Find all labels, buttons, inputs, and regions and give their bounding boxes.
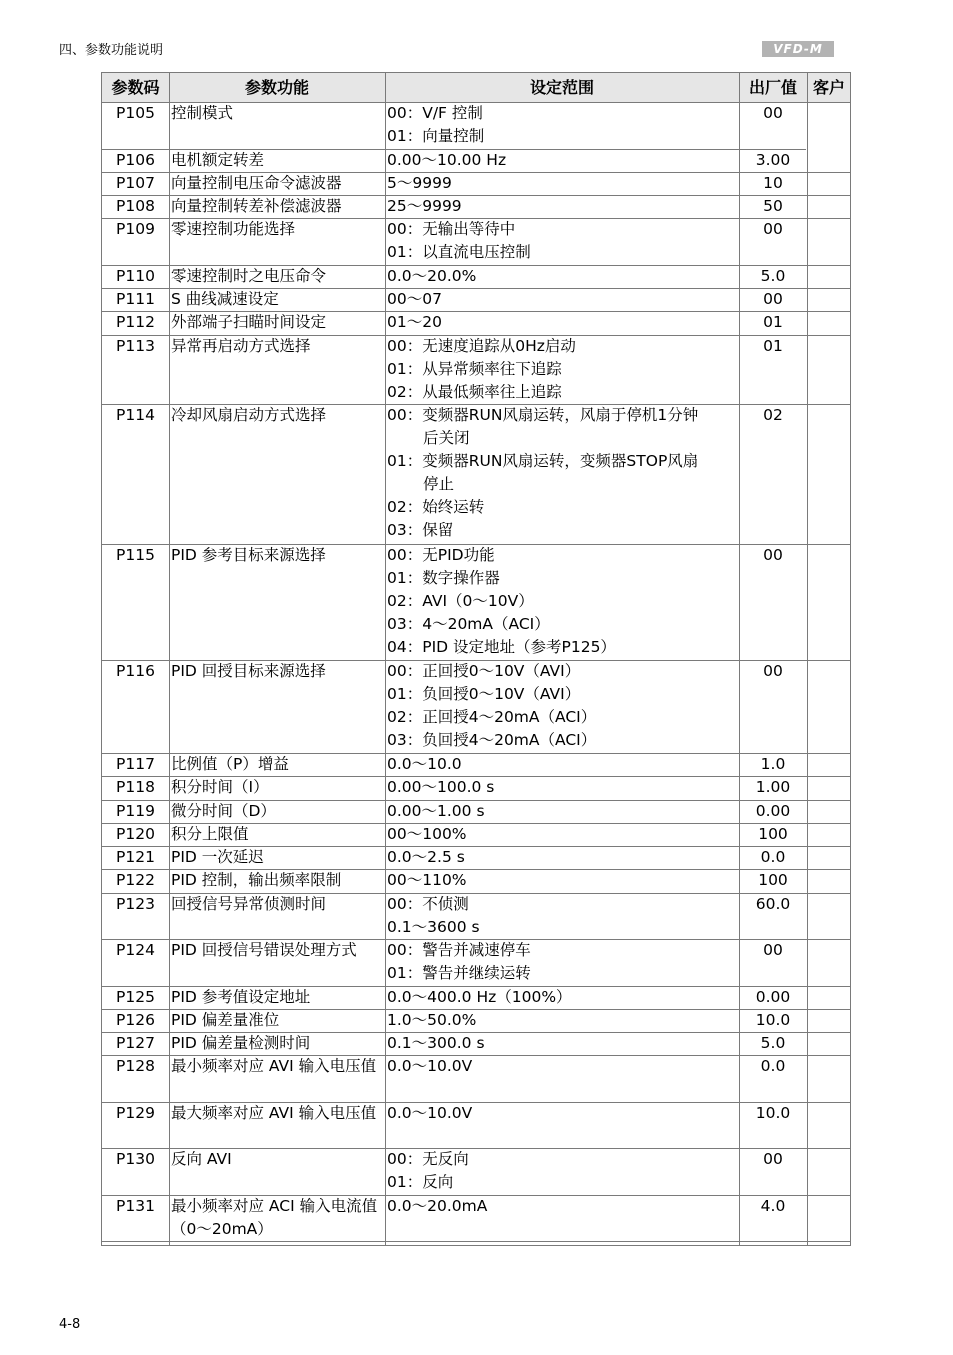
range-line: 0.0～10.0V [387,1057,473,1076]
range-line: 1.0～50.0% [387,1010,477,1029]
parameter-range [387,753,739,776]
range-line: 01：从异常频率往下追踪 [387,359,562,378]
parameter-function: 最小频率对应 ACI 输入电流值（0～20mA） [171,1196,378,1238]
parameter-range [387,335,739,404]
parameter-range [387,869,739,892]
range-line: 0.0～10.0V [387,1103,473,1122]
parameter-range [387,265,739,288]
default-value: 3.00 [755,150,791,169]
range-line: 00：V/F 控制 [387,104,483,122]
parameter-range [387,195,739,218]
range-line: 0.0～10.0 [387,755,462,773]
parameter-code: P111 [116,290,155,308]
brand-logo: VFD-M [762,41,834,57]
parameter-function: 向量控制转差补偿滤波器 [171,197,342,215]
parameter-function: 外部端子扫瞄时间设定 [171,313,327,332]
parameter-code: P121 [116,848,155,866]
parameter-range [387,1032,739,1055]
range-line: 0.0～2.5 s [387,848,465,866]
default-value: 50 [763,197,783,215]
default-value: 02 [763,406,783,425]
parameter-range [387,776,739,799]
parameter-code: P124 [116,941,155,959]
parameter-function: PID 控制，输出频率限制 [171,871,342,890]
default-value: 01 [763,313,783,332]
default-value: 0.0 [760,1057,786,1076]
range-line: 01～20 [387,313,442,332]
default-value: 4.0 [760,1196,786,1215]
parameter-range [387,800,739,823]
parameter-function: 向量控制电压命令滤波器 [171,173,342,192]
parameter-code: P119 [116,801,155,820]
parameter-function: 电机额定转差 [171,150,265,169]
range-line: 01：数字操作器 [387,568,500,587]
range-line: 00～100% [387,824,467,843]
parameter-function: PID 偏差量检测时间 [171,1034,311,1052]
parameter-function: 积分时间（I） [171,778,269,797]
parameter-range [387,1009,739,1032]
range-line: 01：变频器RUN风扇运转，变频器STOP风扇 [387,452,699,471]
range-line: 00：警告并减速停车 [387,941,531,959]
range-line: 0.0～400.0 Hz（100%） [387,987,572,1006]
parameter-code: P122 [116,871,155,890]
parameter-range [387,544,739,659]
parameter-range [387,1102,739,1125]
range-line: 0.00～1.00 s [387,801,485,820]
default-value: 0.0 [760,848,786,866]
default-value: 00 [763,941,783,959]
parameter-range [387,939,739,985]
parameter-code: P125 [116,987,155,1006]
range-line: 04：PID 设定地址（参考P125） [387,637,616,656]
parameter-range [387,172,739,195]
range-line: 0.1～3600 s [387,917,480,936]
range-line: 0.00～10.00 Hz [387,150,507,169]
section-header: 四、参数功能说明 [59,43,164,58]
default-value: 100 [758,871,788,890]
default-value: 00 [763,290,783,308]
parameter-range [387,846,739,869]
column-divider [385,73,386,1245]
parameter-function: PID 参考目标来源选择 [171,545,326,564]
parameter-function: 积分上限值 [171,824,249,843]
range-line: 03：保留 [387,521,454,540]
parameter-code: P123 [116,894,155,913]
range-line: 5～9999 [387,173,452,192]
range-line: 00～07 [387,290,442,308]
default-value: 0.00 [755,801,791,820]
default-value: 1.00 [755,778,791,797]
range-line: 00～110% [387,871,467,890]
parameter-code: P126 [116,1010,155,1029]
parameter-code: P105 [116,104,155,122]
parameter-range [387,149,739,172]
parameter-range [387,404,739,542]
default-value: 5.0 [760,1034,786,1052]
range-line: 00：无反向 [387,1150,469,1169]
parameter-code: P131 [116,1196,155,1215]
parameter-code: P129 [116,1103,155,1122]
parameter-code: P128 [116,1057,155,1076]
parameter-range [387,288,739,311]
parameter-range [387,823,739,846]
parameter-code: P107 [116,173,155,192]
parameter-code: P116 [116,662,155,680]
range-line: 01：反向 [387,1173,454,1192]
column-header-customer: 客户 [812,78,845,97]
range-line: 00：不侦测 [387,894,469,913]
parameter-range [387,1055,739,1078]
parameter-function: PID 回授目标来源选择 [171,662,326,680]
parameter-code: P112 [116,313,155,332]
parameter-code: P114 [116,406,155,425]
parameter-code: P117 [116,755,155,773]
range-line: 01：负回授0～10V（AVI） [387,685,581,703]
parameter-range [387,1195,739,1218]
range-line: 0.00～100.0 s [387,778,495,797]
page-number: 4-8 [59,1317,81,1332]
parameter-function: 冷却风扇启动方式选择 [171,406,327,425]
parameter-function: PID 回授信号错误处理方式 [171,941,357,959]
default-value: 10.0 [755,1103,791,1122]
parameter-function: 最大频率对应 AVI 输入电压值 [171,1103,377,1122]
default-value: 10.0 [755,1010,791,1029]
parameter-function: PID 一次延迟 [171,848,264,866]
default-value: 100 [758,824,788,843]
parameter-code: P108 [116,197,155,215]
range-line: 00：变频器RUN风扇运转，风扇于停机1分钟 [387,406,699,425]
parameter-function: 控制模式 [171,104,234,122]
range-line: 02：AVI（0～10V） [387,591,534,610]
default-value: 01 [763,336,783,355]
parameter-function: 零速控制时之电压命令 [171,266,327,285]
parameter-table [101,72,851,1246]
default-value: 00 [763,1150,783,1169]
parameter-function: 微分时间（D） [171,801,276,820]
row-divider [102,1241,850,1242]
default-value: 00 [763,220,783,239]
range-line: 0.0～20.0mA [387,1196,488,1215]
range-line: 02：始终运转 [387,498,485,517]
parameter-range [387,986,739,1009]
parameter-code: P127 [116,1034,155,1052]
parameter-code: P109 [116,220,155,239]
parameter-range [387,311,739,334]
default-value: 1.0 [760,755,786,773]
parameter-code: P113 [116,336,155,355]
range-line: 25～9999 [387,197,462,215]
default-value: 0.00 [755,987,791,1006]
parameter-function: S 曲线减速设定 [171,290,279,308]
range-line: 00：无速度追踪从0Hz启动 [387,336,576,355]
range-line: 停止 [423,475,455,494]
range-line: 01：向量控制 [387,127,485,145]
default-value: 10 [763,173,783,192]
default-value: 00 [763,545,783,564]
parameter-function: 反向 AVI [171,1150,232,1169]
parameter-code: P110 [116,266,155,285]
parameter-function: 回授信号异常侦测时间 [171,894,327,913]
parameter-code: P120 [116,824,155,843]
range-line: 0.1～300.0 s [387,1034,485,1052]
default-value: 00 [763,662,783,680]
parameter-function: 异常再启动方式选择 [171,336,311,355]
parameter-code: P118 [116,778,155,797]
default-value: 00 [763,104,783,122]
parameter-code: P115 [116,545,155,564]
parameter-range [387,1148,739,1194]
default-value: 5.0 [760,266,786,285]
range-line: 02：从最低频率往上追踪 [387,382,562,401]
range-line: 00：无输出等待中 [387,220,516,239]
column-divider [169,73,170,1245]
parameter-function: PID 参考值设定地址 [171,987,311,1006]
column-header-function: 参数功能 [244,78,309,97]
range-line: 03：负回授4～20mA（ACI） [387,731,597,749]
parameter-range [387,218,739,264]
column-header-range: 设定范围 [529,78,594,97]
parameter-function: 比例值（P）增益 [171,755,289,773]
column-header-code: 参数码 [111,78,160,97]
parameter-range [387,660,739,752]
range-line: 02：正回授4～20mA（ACI） [387,708,597,726]
parameter-range [387,102,739,148]
range-line: 03：4～20mA（ACI） [387,614,550,633]
parameter-function: 零速控制功能选择 [171,220,296,239]
column-header-default: 出厂值 [748,78,797,97]
column-divider [807,73,808,1245]
default-value: 60.0 [755,894,791,913]
parameter-range [387,893,739,939]
range-line: 00：无PID功能 [387,545,495,564]
parameter-code: P106 [116,150,155,169]
parameter-function: 最小频率对应 AVI 输入电压值 [171,1057,377,1076]
range-line: 01：以直流电压控制 [387,243,531,262]
range-line: 0.0～20.0% [387,266,477,285]
range-line: 00：正回授0～10V（AVI） [387,662,581,680]
parameter-code: P130 [116,1150,155,1169]
parameter-function: PID 偏差量准位 [171,1010,280,1029]
range-line: 01：警告并继续运转 [387,964,531,982]
range-line: 后关闭 [423,429,470,448]
